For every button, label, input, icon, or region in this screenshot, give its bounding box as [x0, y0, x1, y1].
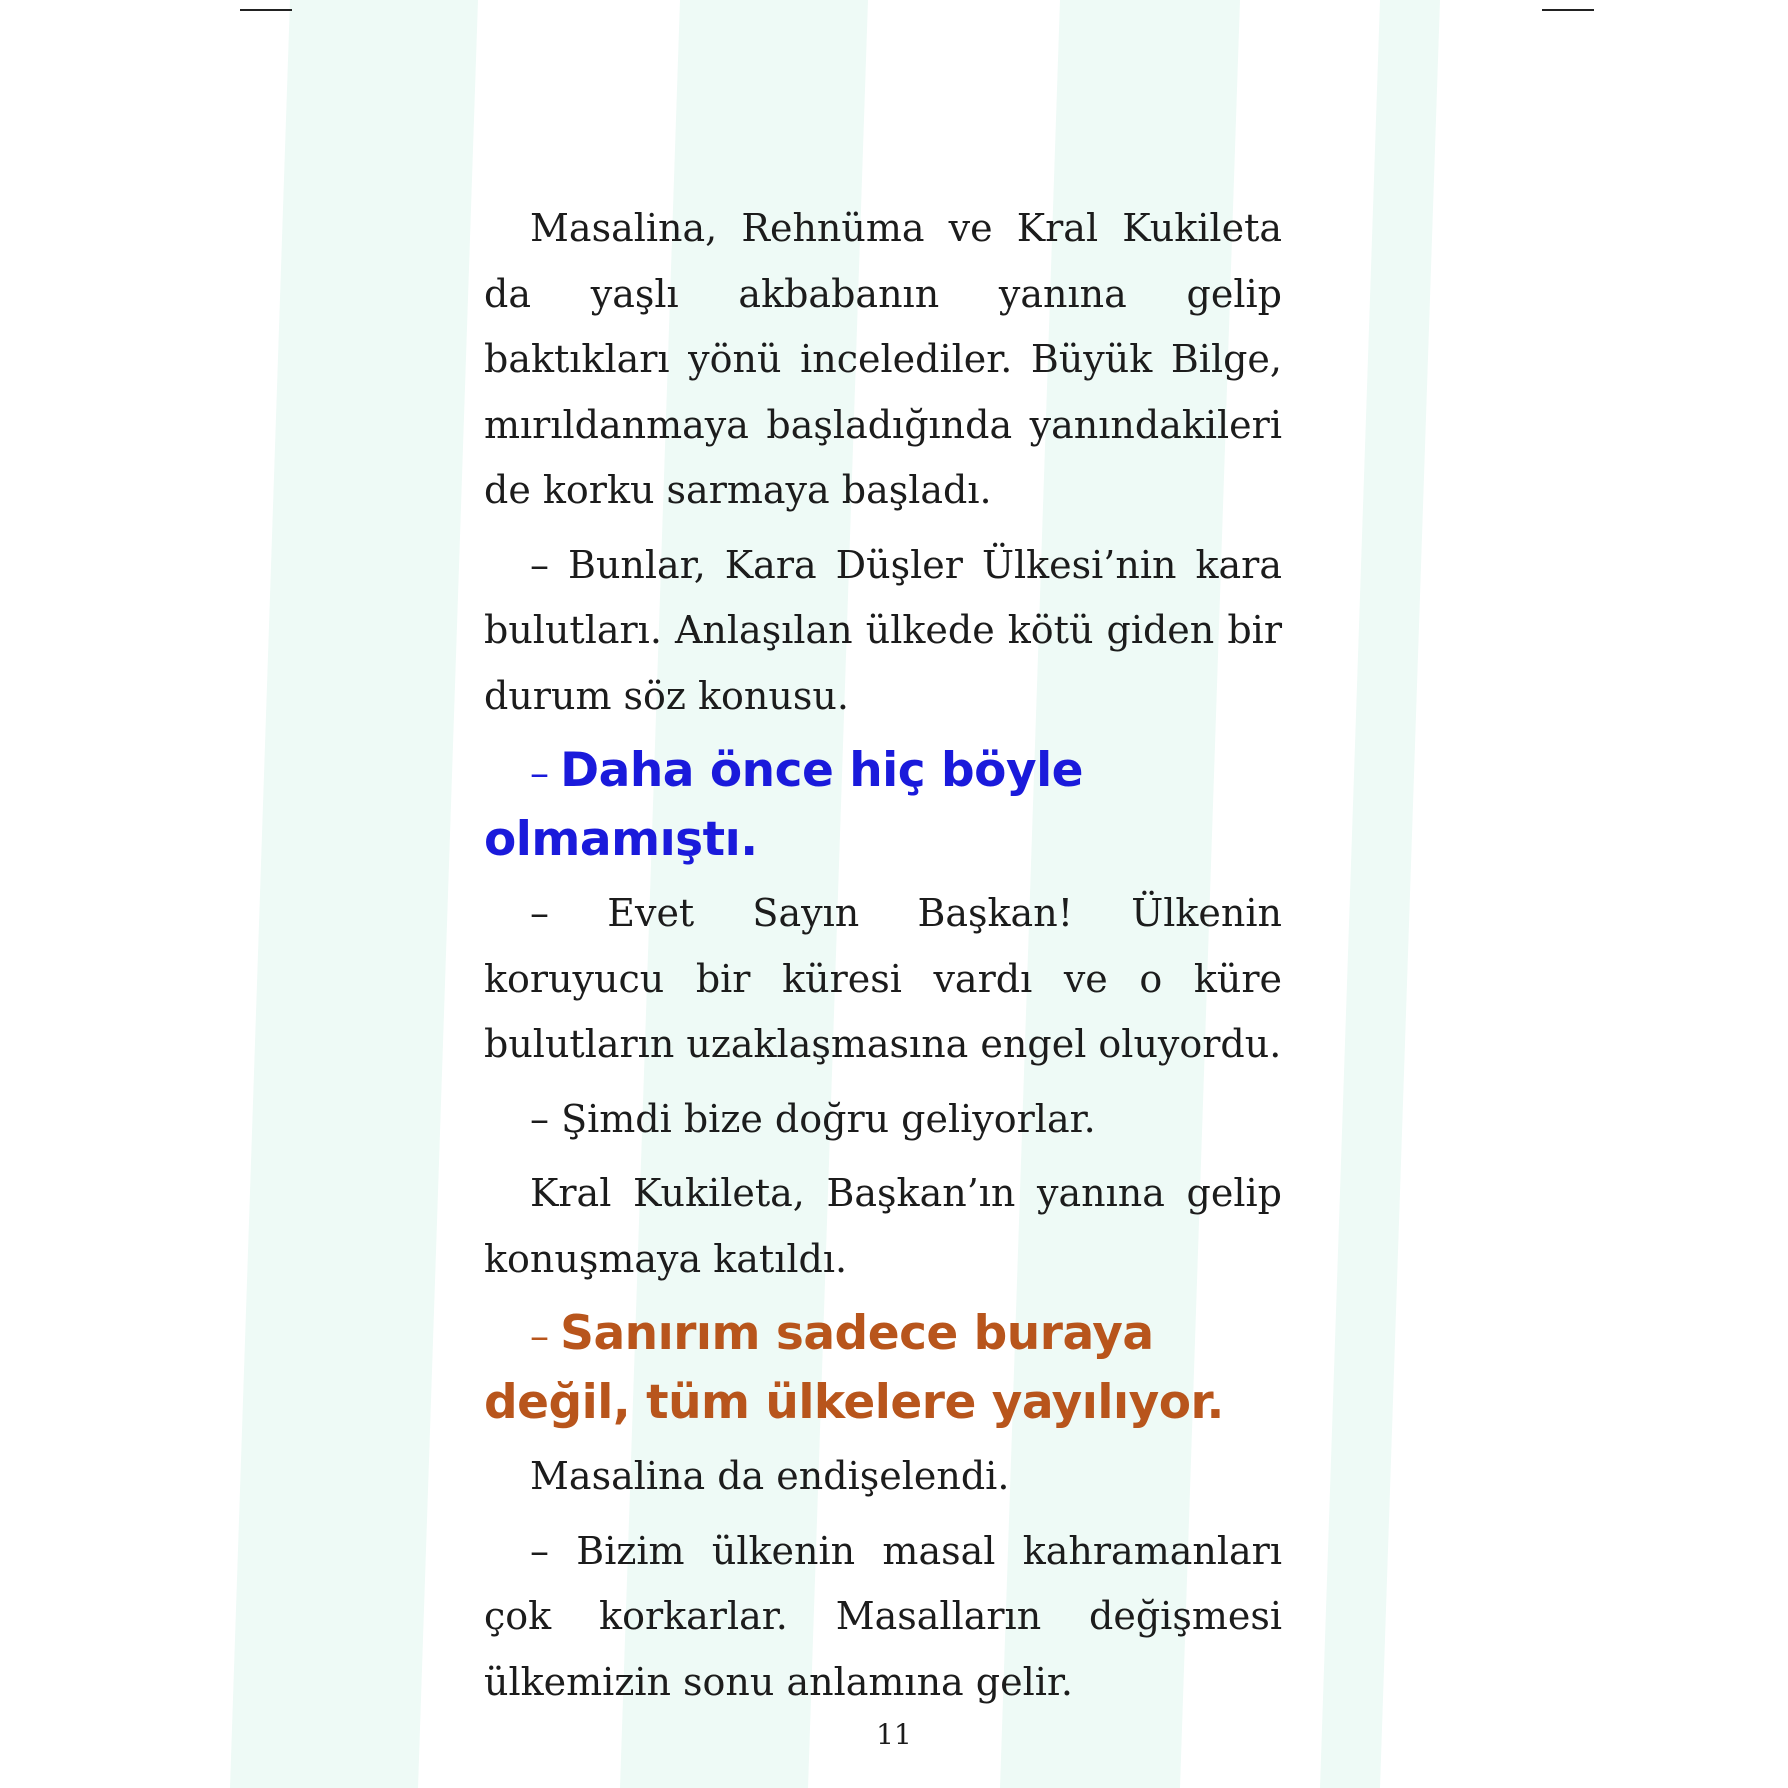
background-stripe: [1320, 0, 1440, 1788]
dialogue-highlight-orange: [484, 1301, 1282, 1435]
dialogue-paragraph: – Bunlar, Kara Düşler Ülkesi’nin kara bulutları. Anlaşılan ülkede kötü giden bir durum söz konusu.: [484, 542, 1282, 718]
dialogue-highlight-blue: [484, 738, 1282, 872]
dialogue-dash: –: [530, 751, 561, 795]
page-number: 11: [876, 1718, 912, 1751]
dialogue-paragraph: – Bizim ülkenin masal kahramanları çok korkarlar. Masalların değişmesi ülkemizin sonu anlamına gelir.: [484, 1528, 1282, 1704]
dialogue-paragraph: – Şimdi bize doğru geliyorlar.: [530, 1096, 1096, 1141]
dialogue-dash: –: [530, 1314, 561, 1358]
paragraph: Kral Kukileta, Başkan’ın yanına gelip konuşmaya katıldı.: [484, 1171, 1282, 1281]
crop-mark-left: [240, 9, 292, 11]
background-stripe: [230, 0, 478, 1788]
dialogue-paragraph: – Evet Sayın Başkan! Ülkenin koruyucu bir küresi vardı ve o küre bulutların uzaklaşmasına engel oluyordu.: [484, 891, 1282, 1066]
page-text-body: [484, 196, 1282, 1724]
dialogue-highlight-text: Daha önce hiç böyle olmamıştı.: [484, 743, 1084, 867]
paragraph: Masalina, Rehnüma ve Kral Kukileta da yaşlı akbabanın yanına gelip baktıkları yönü incelediler. Büyük Bilge, mırıldanmaya başladığında yanındakileri de korku sarmaya başladı.: [484, 206, 1282, 512]
paragraph: Masalina da endişelendi.: [530, 1454, 1010, 1498]
dialogue-highlight-text: Sanırım sadece buraya değil, tüm ülkelere yayılıyor.: [484, 1306, 1224, 1430]
crop-mark-right: [1542, 9, 1594, 11]
